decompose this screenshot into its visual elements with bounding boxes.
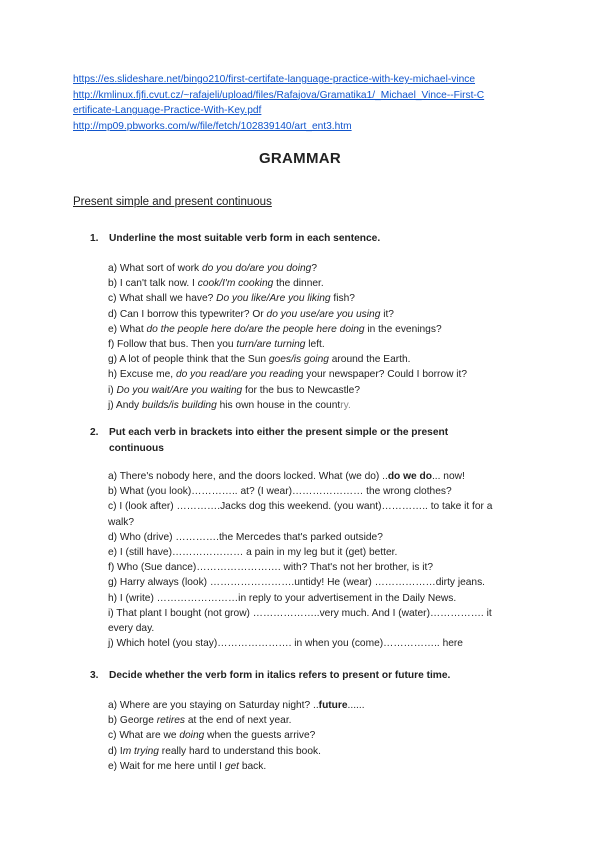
question-2-number: 2. [90,427,99,438]
item-segment: a) What sort of work [108,263,202,274]
item-segment: b) What (you look)………….. at? (I wear)………………… the wrong clothes? [108,486,452,498]
item-segment: e) Wait for me here until I [108,760,225,772]
item-segment: his own house in the count [216,399,341,411]
item-segment: around the Earth. [328,354,411,366]
list-item [108,744,503,759]
list-item [108,575,503,590]
item-segment: the dinner. [273,278,324,290]
list-item [108,261,503,276]
list-item [108,728,503,743]
list-item [108,337,503,352]
item-segment: m trying [122,745,159,757]
list-item [108,636,503,651]
item-segment: d) Who (drive) ………….the Mercedes that's parked outside? [108,531,383,543]
list-item [108,545,503,560]
item-segment: it? [380,308,394,320]
item-segment: d) Can I borrow this typewriter? Or [108,308,267,320]
list-item [108,383,503,398]
question-3-text: Decide whether the verb form in italics refers to present or future time. [109,670,451,681]
item-segment: h) I (write) ……………………in reply to your advertisement in the Daily News. [108,592,457,604]
link-kmlinux[interactable]: http://kmlinux.fjfi.cvut.cz/~rafajeli/upload/files/Rafajova/Gramatika1/_Michael_Vince--First-C [73,89,485,101]
item-segment: f) Who (Sue dance)……………………. with? That's not her brother, is it? [108,562,434,574]
item-segment: c) What shall we have? [108,293,217,305]
item-segment: do the people here do/are the people here doing [146,323,365,335]
item-segment: g your newspaper? Could I borrow it? [297,369,468,381]
item-segment: fish? [330,293,355,305]
item-segment: f) Follow that bus. Then you [108,339,237,351]
list-item [108,591,503,606]
item-segment: Do you like/Are you liking [216,293,331,305]
item-segment: ... now! [431,471,465,482]
section-subtitle: Present simple and present continuous [73,196,272,208]
item-segment: when the guests arrive? [204,730,316,742]
item-segment: ry. [340,399,351,411]
item-segment: really hard to understand this book. [158,745,321,757]
list-item [108,713,503,728]
item-segment: at the end of next year. [185,715,292,727]
item-segment: b) George [108,715,157,727]
list-item [108,322,503,337]
list-item [108,276,503,291]
item-segment: d) I [108,745,123,757]
item-segment: j) Andy [108,399,142,411]
item-segment: left. [305,339,325,351]
item-segment: ? [311,263,317,274]
list-item [108,307,503,322]
item-segment: g) Harry always (look) …………………….untidy! He (wear) ………………dirty jeans. [108,577,486,589]
item-segment: h) Excuse me, [108,369,176,381]
item-segment: goes/is going [268,354,329,366]
question-2-items [108,469,503,651]
question-3-items [108,698,503,774]
item-segment: back. [239,760,267,772]
list-item [108,560,503,575]
list-item [108,499,503,529]
link-slideshare[interactable]: https://es.slideshare.net/bingo210/first-certifate-language-practice-with-key-michael-vince [73,74,476,85]
item-segment: doing [179,730,205,742]
item-segment: c) What are we [108,730,180,742]
item-segment: do you do/are you doing [201,263,312,274]
link-kmlinux-continued[interactable]: ertificate-Language-Practice-With-Key.pdf [73,105,262,116]
question-1-text: Underline the most suitable verb form in each sentence. [109,233,381,244]
list-item [108,606,503,636]
item-segment: for the bus to Newcastle? [242,384,361,396]
item-segment: i) That plant I bought (not grow) ………………..very much. And I (water)……………. it every day. [108,607,495,635]
item-segment: builds/is building [141,399,217,411]
list-item [108,352,503,367]
item-segment: turn/are turning [236,339,306,351]
item-segment: c) I (look after) ………….Jacks dog this weekend. (you want)………….. to take it for a walk? [108,501,496,528]
item-segment: e) What [108,323,147,335]
item-segment: ...... [347,700,365,711]
question-1-number: 1. [90,233,99,244]
reference-links [73,72,543,134]
question-1-items [108,261,503,413]
item-segment: a) Where are you staying on Saturday night? .. [108,700,319,711]
item-segment: i) [108,384,117,396]
item-segment: b) I can't talk now. I [108,278,198,290]
list-item [108,367,503,382]
item-segment: j) Which hotel (you stay)…………………. in when you (come)…………….. here [108,638,463,650]
item-segment: e) I (still have)………………… a pain in my leg but it (get) better. [108,547,398,559]
item-segment: g) A lot of people think that the Sun [108,354,269,366]
list-item [108,759,503,774]
item-segment: do we do [387,471,432,482]
item-segment: future [318,700,348,711]
list-item [108,291,503,306]
item-segment: do you read/are you readin [175,369,298,381]
question-2-text: Put each verb in brackets into either the present simple or the present continuous [109,427,449,454]
item-segment: a) There's nobody here, and the doors locked. What (we do) .. [108,471,388,482]
list-item [108,698,503,713]
item-segment: get [224,760,239,772]
link-pbworks[interactable]: http://mp09.pbworks.com/w/file/fetch/102839140/art_ent3.htm [73,120,352,132]
list-item [108,469,503,484]
item-segment: cook/I'm cooking [197,278,274,290]
question-3-number: 3. [90,670,99,681]
item-segment: retires [156,715,186,727]
page-title: GRAMMAR [258,150,342,167]
list-item [108,530,503,545]
item-segment: do you use/are you using [266,308,381,320]
item-segment: Do you wait/Are you waiting [116,384,243,396]
item-segment: in the evenings? [364,323,442,335]
list-item [108,398,503,413]
list-item [108,484,503,499]
